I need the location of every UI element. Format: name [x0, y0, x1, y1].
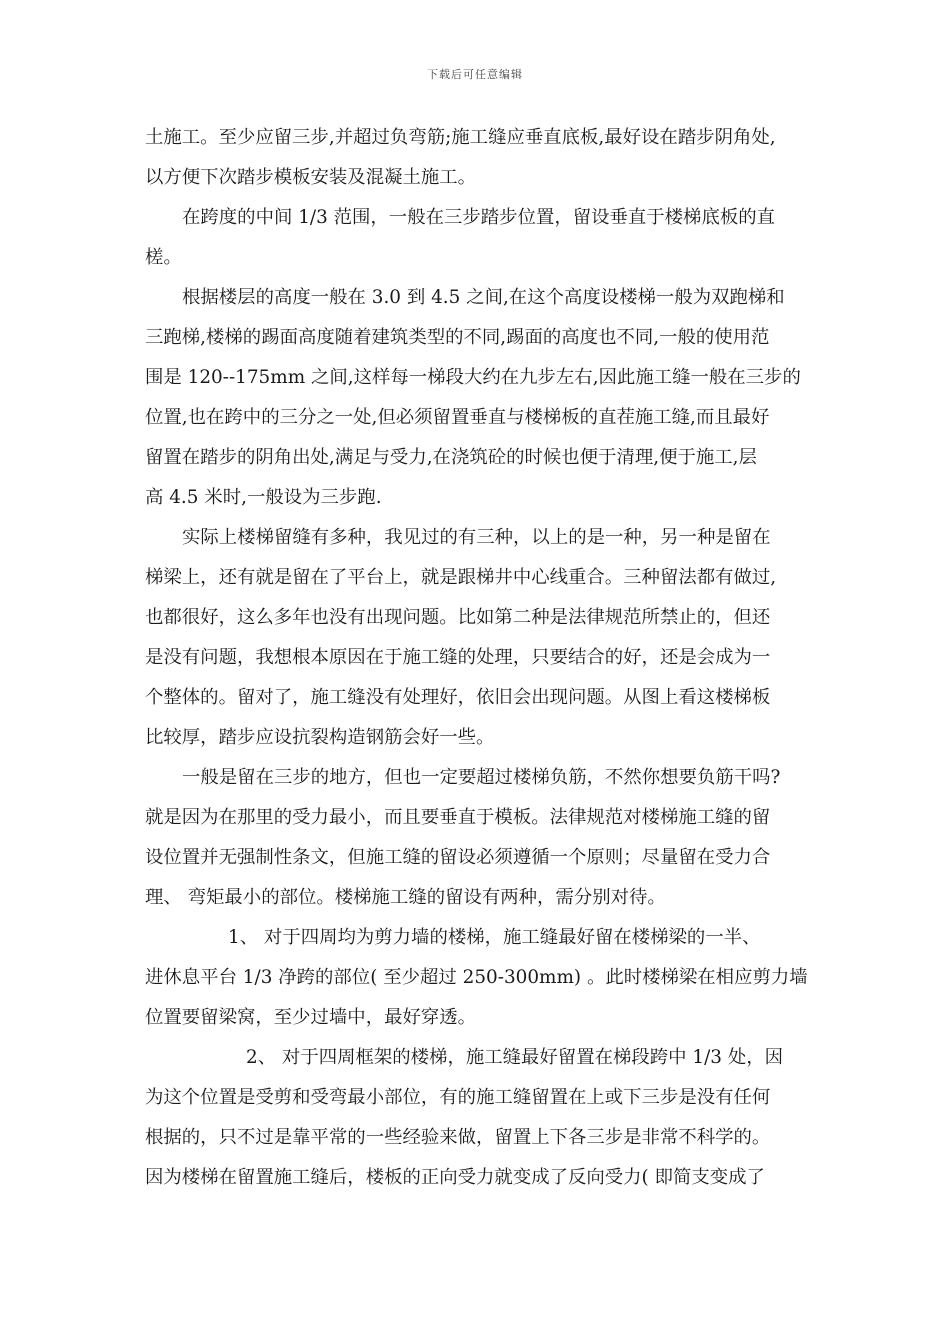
text-line: 一般是留在三步的地方，但也一定要超过楼梯负筋，不然你想要负筋干吗? [182, 767, 781, 788]
text-line: 在跨度的中间 1/3 范围，一般在三步踏步位置，留设垂直于楼梯底板的直 [182, 207, 776, 228]
text-line: 以方便下次踏步模板安装及混凝土施工。 [145, 167, 477, 188]
text-line: 留置在踏步的阴角出处,满足与受力,在浇筑砼的时候也便于清理,便于施工,层 [145, 447, 757, 468]
text-line: 理、 弯矩最小的部位。楼梯施工缝的留设有两种，需分别对待。 [145, 887, 666, 908]
text-line: 就是因为在那里的受力最小，而且要垂直于模板。法律规范对楼梯施工缝的留 [145, 807, 771, 828]
text-line: 根据楼层的高度一般在 3.0 到 4.5 之间,在这个高度设楼梯一般为双跑梯和 [182, 287, 785, 308]
text-line: 土施工。至少应留三步,并超过负弯筋;施工缝应垂直底板,最好设在踏步阴角处, [145, 127, 776, 148]
text-line: 进休息平台 1/3 净跨的部位( 至少超过 250-300mm) 。此时楼梯梁在相应剪力墙 [145, 967, 808, 988]
text-line: 个整体的。留对了，施工缝没有处理好，依旧会出现问题。从图上看这楼梯板 [145, 687, 771, 708]
text-line: 槎。 [145, 247, 182, 268]
text-line: 实际上楼梯留缝有多种，我见过的有三种，以上的是一种，另一种是留在 [182, 527, 771, 548]
text-line: 比较厚，踏步应设抗裂构造钢筋会好一些。 [145, 727, 495, 748]
text-line: 为这个位置是受剪和受弯最小部位，有的施工缝留置在上或下三步是没有任何 [145, 1087, 771, 1108]
text-line: 围是 120--175mm 之间,这样每一梯段大约在九步左右,因此施工缝一般在三步的 [145, 367, 801, 388]
text-line: 位置要留梁窝，至少过墙中，最好穿透。 [145, 1007, 477, 1028]
text-line: 因为楼梯在留置施工缝后，楼板的正向受力就变成了反向受力( 即简支变成了 [145, 1167, 765, 1188]
page-header: 下载后可任意编辑 [427, 68, 523, 81]
text-line: 设位置并无强制性条文，但施工缝的留设必须遵循一个原则；尽量留在受力合 [145, 847, 771, 868]
text-line: 高 4.5 米时,一般设为三步跑. [145, 487, 382, 508]
text-line: 三跑梯,楼梯的踢面高度随着建筑类型的不同,踢面的高度也不同,一般的使用范 [145, 327, 770, 348]
text-line: 梯梁上，还有就是留在了平台上，就是跟梯井中心线重合。三种留法都有做过, [145, 567, 777, 588]
text-line: 位置,也在跨中的三分之一处,但必须留置垂直与楼梯板的直茬施工缝,而且最好 [145, 407, 770, 428]
text-line: 是没有问题，我想根本原因在于施工缝的处理，只要结合的好，还是会成为一 [145, 647, 771, 668]
text-line: 也都很好，这么多年也没有出现问题。比如第二种是法律规范所禁止的，但还 [145, 607, 771, 628]
text-line: 根据的，只不过是靠平常的一些经验来做，留置上下各三步是非常不科学的。 [145, 1127, 771, 1148]
numbered-item-line: 1、 对于四周均为剪力墙的楼梯，施工缝最好留在楼梯梁的一半、 [228, 927, 761, 948]
document-body [145, 118, 810, 1198]
numbered-item-line: 2、 对于四周框架的楼梯，施工缝最好留置在梯段跨中 1/3 处，因 [246, 1047, 783, 1068]
